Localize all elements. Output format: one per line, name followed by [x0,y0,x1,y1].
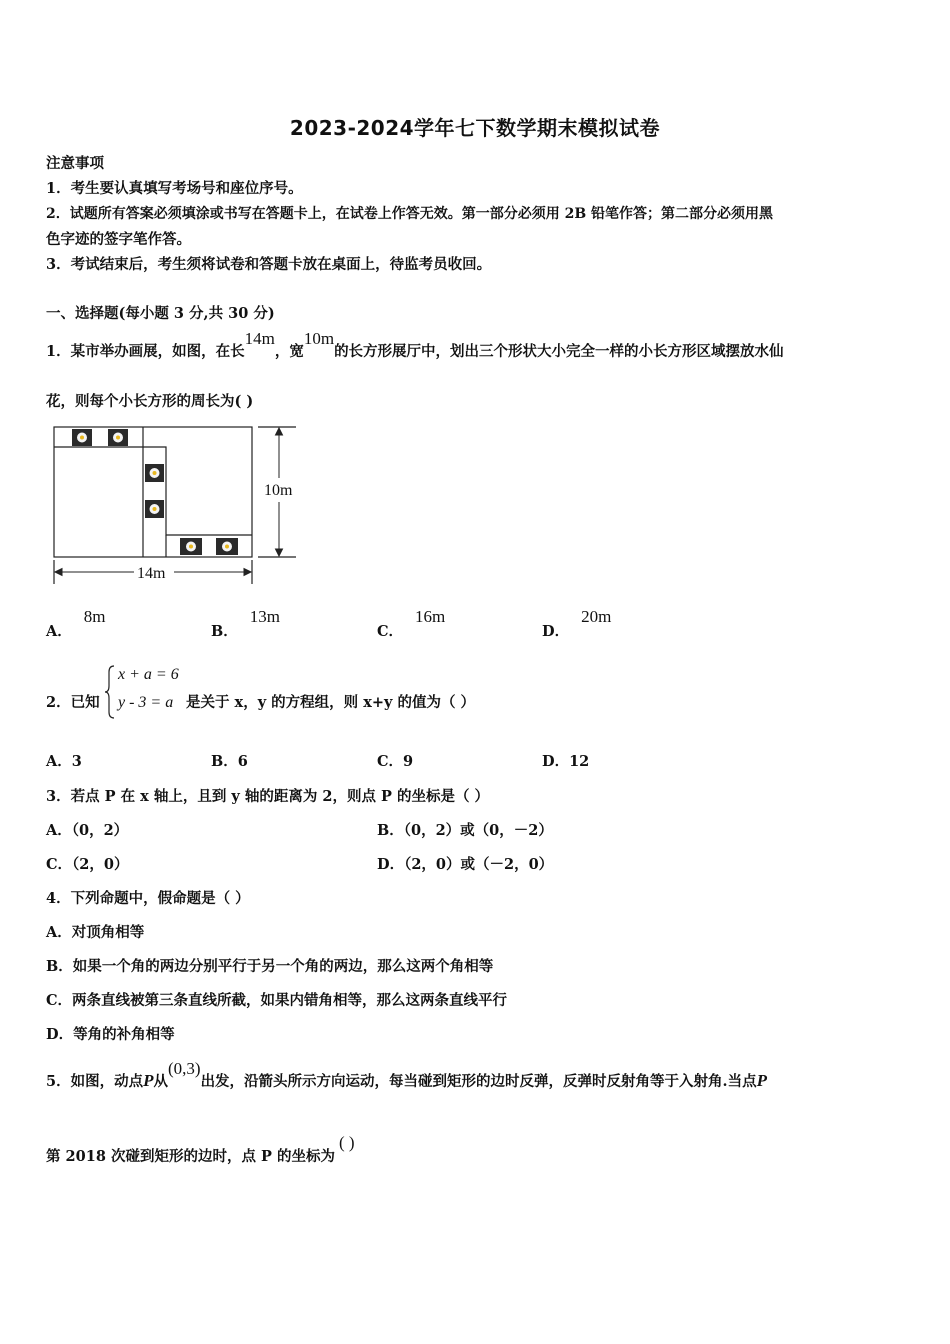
q4-option-a: A．对顶角相等 [46,924,145,941]
q2-option-a: A．3 [46,753,82,770]
q4-stem: 4．下列命题中，假命题是（ ） [46,890,250,907]
q1-length: 14m [244,329,275,348]
notice-item-2-cont: 色字迹的签字笔作答。 [46,231,191,248]
flower-icon [145,500,164,518]
q5-start-point: (0,3) [167,1059,201,1078]
q3-option-a: A．（0，2） [46,822,129,839]
flower-icons [72,429,238,555]
q5-answer-paren: ( ) [338,1133,355,1152]
region-top [54,427,143,447]
q2-option-c: C．9 [377,753,414,770]
q2-prefix: 2．已知 [46,694,100,711]
notice-item-2: 2．试题所有答案必须填涂或书写在答题卡上，在试卷上作答无效。第一部分必须用 2B 铅笔作答；第二部分必须用黑 [46,206,774,222]
q3-stem: 3．若点 P 在 x 轴上，且到 y 轴的距离为 2，则点 P 的坐标是（ ） [46,788,490,805]
q4-option-c: C．两条直线被第三条直线所截，如果内错角相等，那么这两条直线平行 [46,992,508,1009]
notice-heading: 注意事项 [46,155,104,172]
q2-option-d: D．12 [542,753,590,770]
flower-icon [72,429,92,446]
q2-option-b: B．6 [211,753,248,770]
flower-icon [145,464,164,482]
q3-option-c: C．（2，0） [46,856,129,873]
flower-icon [108,429,128,446]
notice-item-3: 3．考试结束后，考生须将试卷和答题卡放在桌面上，待监考员收回。 [46,256,492,273]
q2-equation-2: y - 3 = a [118,694,174,711]
flower-icon [180,538,202,555]
q1-option-d: D．20m [542,607,612,640]
q2-suffix: 是关于 x，y 的方程组，则 x+y 的值为（ ） [186,694,476,711]
q4-option-b: B．如果一个角的两边分别平行于另一个角的两边，那么这两个角相等 [46,958,494,975]
q2-brace [104,664,116,720]
q1-option-b: B．13m [211,607,280,640]
page-title: 2023-2024学年七下数学期末模拟试卷 [289,116,661,140]
figure-height-label: 10m [264,482,293,499]
section-heading: 一、选择题(每小题 3 分,共 30 分) [46,305,275,322]
q2-equation-1: x + a = 6 [118,666,179,683]
q3-option-d: D．（2，0）或（－2，0） [377,856,554,873]
q1-text-2: ，宽 [274,343,304,360]
q1-text-3: 的长方形展厅中，划出三个形状大小完全一样的小长方形区域摆放水仙 [334,343,784,360]
q1-option-a: A．8m [46,607,106,640]
q1-stem [46,329,784,361]
q3-option-b: B．（0，2）或（0，－2） [377,822,553,839]
q1-width: 10m [303,329,335,348]
q1-option-c: C．16m [377,607,446,640]
q4-option-d: D．等角的补角相等 [46,1026,175,1043]
q1-text-1: 1．某市举办画展，如图，在长 [46,343,245,360]
figure-width-label: 14m [137,565,166,582]
q5-stem: 5．如图，动点P从(0,3)出发，沿箭头所示方向运动，每当碰到矩形的边时反弹，反弹时反射角等于入射角.当点P [46,1059,767,1090]
q1-stem-line2: 花，则每个小长方形的周长为( ) [46,393,254,410]
q1-figure [46,420,306,590]
flower-icon [216,538,238,555]
region-middle [143,447,252,535]
q5-stem-line2: 第 2018 次碰到矩形的边时，点 P 的坐标为( ) [46,1133,355,1165]
notice-item-1: 1．考生要认真填写考场号和座位序号。 [46,180,303,197]
